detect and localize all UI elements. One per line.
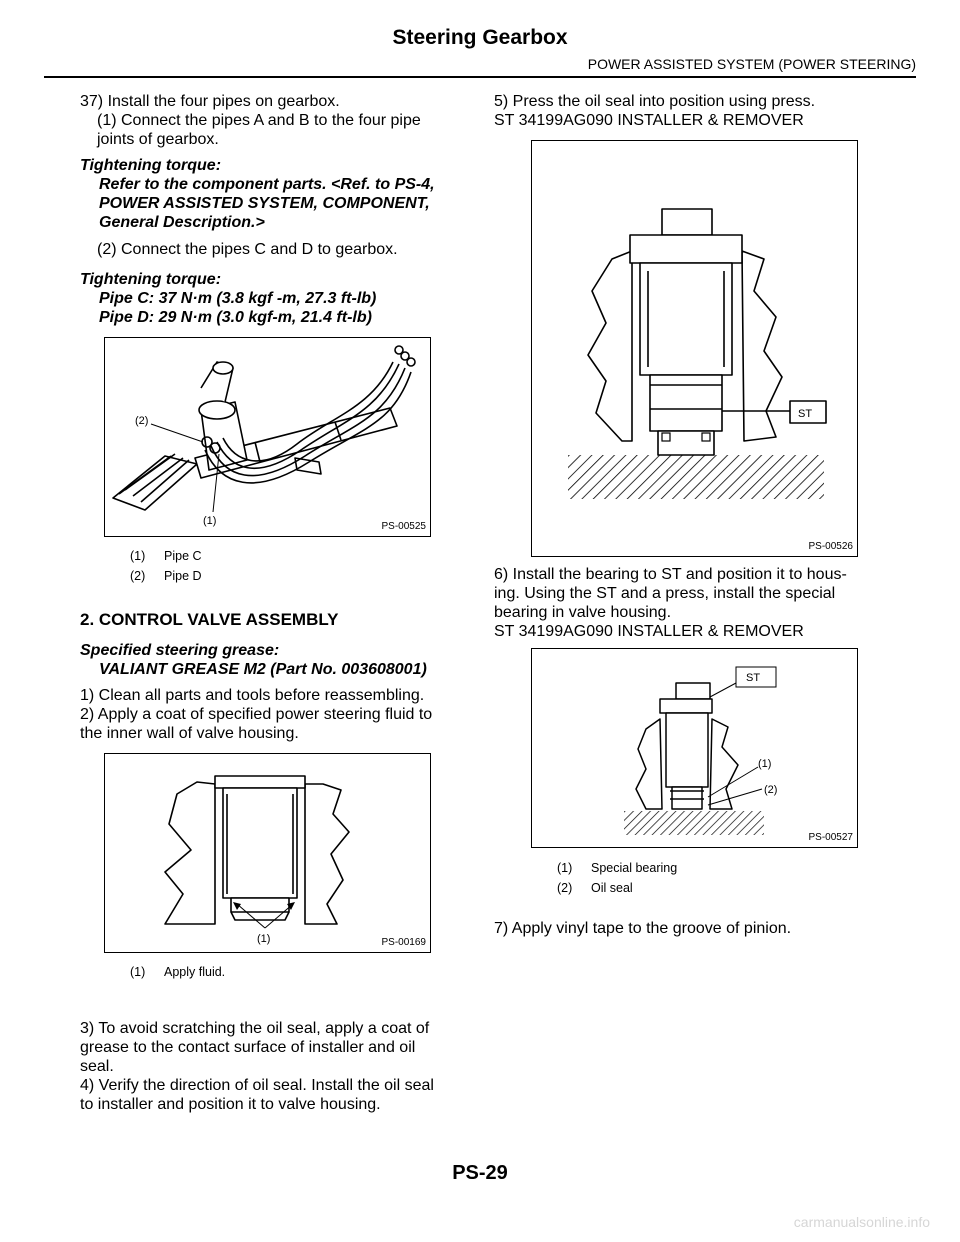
page-title: Steering Gearbox — [392, 26, 568, 49]
header-rule — [44, 76, 916, 78]
step-7: 7) Apply vinyl tape to the groove of pinion. — [494, 920, 792, 937]
steps-1-2 — [80, 686, 461, 743]
fig4-callout-2: (2) — [764, 784, 778, 796]
step-3-line1: 3) To avoid scratching the oil seal, apply a coat of — [80, 1020, 430, 1037]
step-37-block — [80, 92, 461, 149]
torque-2-label: Tightening torque: — [80, 271, 222, 288]
step-3-line2: grease to the contact surface of installer and oil — [80, 1039, 416, 1056]
step-6-line1: 6) Install the bearing to ST and position it to hous- — [494, 566, 847, 583]
step-1: 1) Clean all parts and tools before reassembling. — [80, 687, 425, 704]
fig1-callout-1: (1) — [203, 515, 217, 527]
fig4-legend — [557, 858, 677, 898]
legend-item: (1) Pipe C — [130, 549, 202, 563]
step-5-block — [494, 92, 886, 130]
step-6-tool: ST 34199AG090 INSTALLER & REMOVER — [494, 623, 804, 640]
step-2-line1: 2) Apply a coat of specified power steering fluid to — [80, 706, 433, 723]
legend-item: (2) Pipe D — [130, 569, 202, 583]
section-subtitle: POWER ASSISTED SYSTEM (POWER STEERING) — [587, 56, 916, 72]
page-number: PS-29 — [452, 1162, 508, 1184]
fig4-callout-1: (1) — [758, 758, 772, 770]
legend-item: (1) Apply fluid. — [130, 965, 226, 979]
step-6-line2: ing. Using the ST and a press, install the special — [494, 585, 836, 602]
step-6-line3: bearing in valve housing. — [494, 604, 672, 621]
fig3-st-label: ST — [798, 408, 813, 420]
fig2-legend — [130, 962, 225, 982]
step-37-2-text: (2) Connect the pipes C and D to gearbox. — [97, 241, 398, 258]
figure-bearing-install — [531, 648, 858, 848]
step-2-line2: the inner wall of valve housing. — [80, 725, 299, 742]
figure-pipes-gearbox — [104, 337, 431, 537]
step-5: 5) Press the oil seal into position using press. — [494, 93, 816, 110]
torque-2-line1: Pipe C: 37 N·m (3.8 kgf -m, 27.3 ft-lb) — [99, 290, 377, 307]
figure-oil-seal-press — [531, 140, 858, 557]
fig2-callout-1: (1) — [257, 933, 271, 945]
legend-item: (1) Special bearing — [557, 861, 678, 875]
step-3-line3: seal. — [80, 1058, 114, 1075]
figure-valve-housing — [104, 753, 431, 953]
grease-spec — [80, 641, 461, 679]
torque-2-line2: Pipe D: 29 N·m (3.0 kgf-m, 21.4 ft-lb) — [99, 309, 372, 326]
bearing-install-illustration — [532, 649, 857, 847]
step-37: 37) Install the four pipes on gearbox. — [80, 93, 340, 110]
fig3-code: PS-00526 — [808, 541, 853, 552]
step-4-line2: to installer and position it to valve housing. — [80, 1096, 381, 1113]
step-37-2 — [80, 240, 461, 259]
gearbox-pipes-illustration — [105, 338, 430, 536]
steps-3-4 — [80, 1019, 461, 1114]
fig2-code: PS-00169 — [381, 937, 426, 948]
legend-item: (2) Oil seal — [557, 881, 633, 895]
grease-label: Specified steering grease: — [80, 642, 280, 659]
step-5-tool: ST 34199AG090 INSTALLER & REMOVER — [494, 112, 804, 129]
step-37-1-line2: joints of gearbox. — [97, 131, 219, 148]
step-4-line1: 4) Verify the direction of oil seal. Install the oil seal — [80, 1077, 434, 1094]
oil-seal-press-illustration — [532, 141, 857, 556]
grease-value: VALIANT GREASE M2 (Part No. 003608001) — [99, 661, 427, 678]
torque-spec-2 — [80, 270, 461, 327]
torque-1-line2: POWER ASSISTED SYSTEM, COMPONENT, — [99, 195, 430, 212]
fig1-callout-2: (2) — [135, 415, 149, 427]
torque-spec-1 — [80, 156, 461, 232]
step-37-1-line1: (1) Connect the pipes A and B to the four pipe — [97, 112, 421, 129]
fig1-code: PS-00525 — [381, 521, 426, 532]
step-6-block — [494, 565, 886, 641]
torque-1-line1: Refer to the component parts. <Ref. to PS-4, — [99, 176, 435, 193]
fig4-st-label: ST — [746, 672, 761, 684]
torque-1-label: Tightening torque: — [80, 157, 222, 174]
section-title: 2. CONTROL VALVE ASSEMBLY — [80, 610, 339, 629]
watermark: carmanualsonline.info — [793, 1214, 930, 1230]
valve-housing-illustration — [105, 754, 430, 952]
fig1-legend — [130, 546, 202, 586]
torque-1-line3: General Description.> — [99, 214, 265, 231]
fig4-code: PS-00527 — [808, 832, 853, 843]
